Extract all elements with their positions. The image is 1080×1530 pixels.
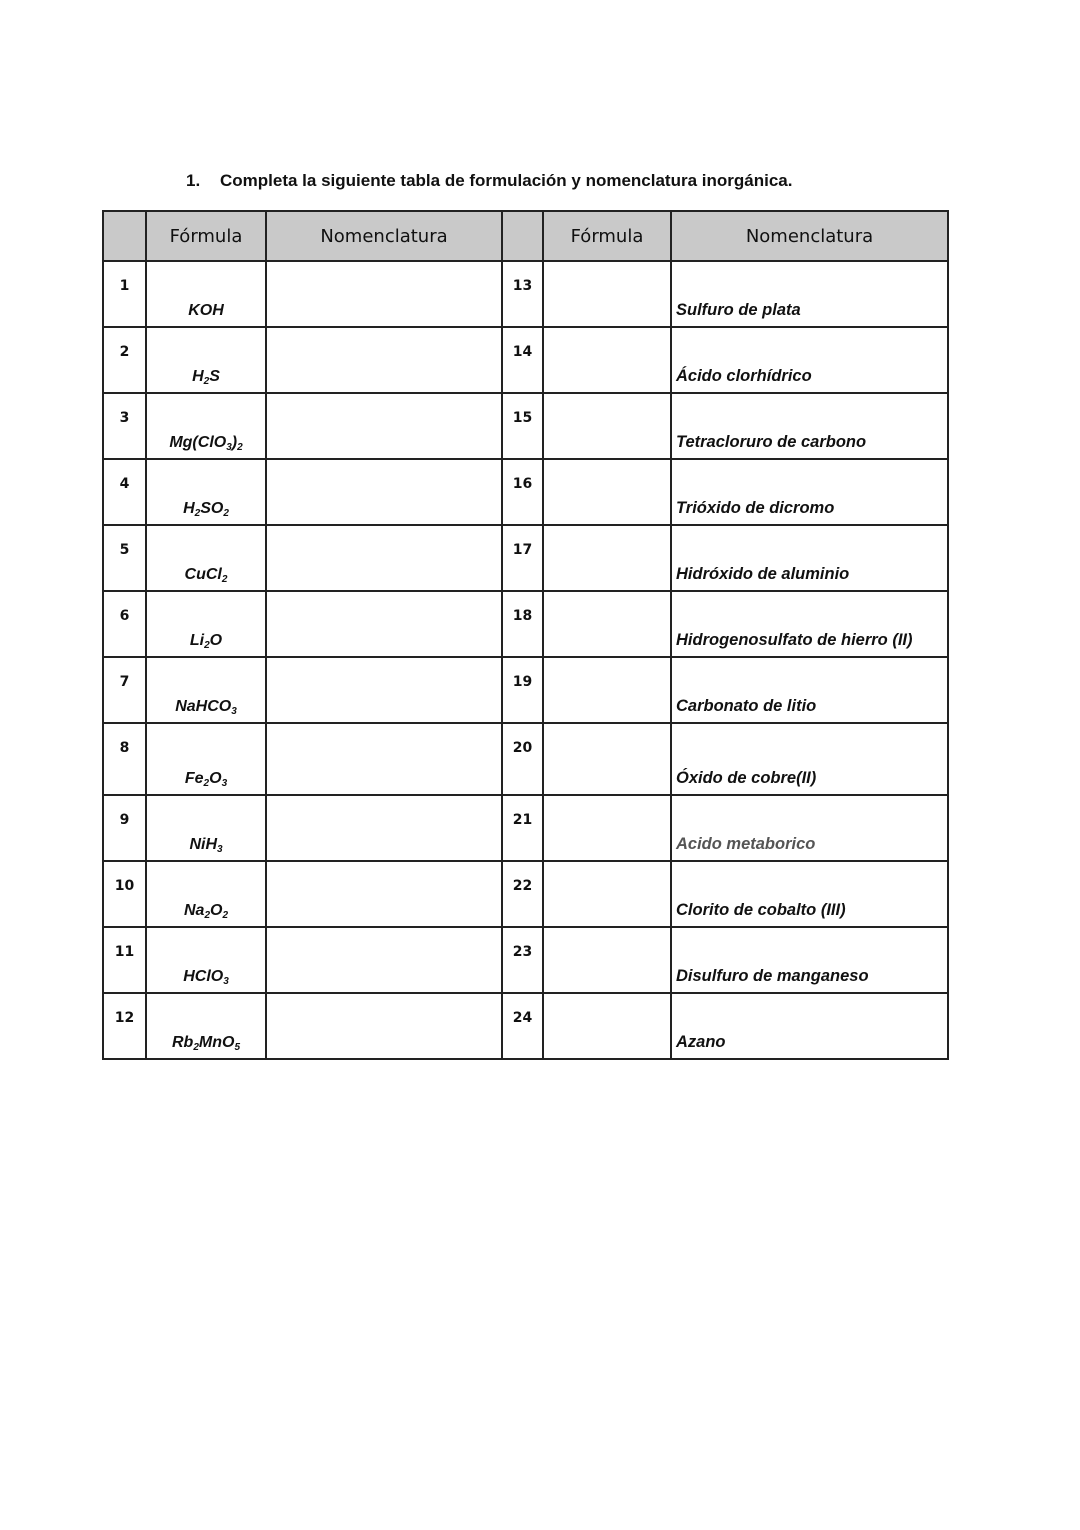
nomenclature-table [102,210,949,1060]
header-index-right [502,211,543,261]
formula-cell-left: $Rb_2MnO_5$ [146,993,266,1059]
answer-formula-field[interactable] [543,927,671,993]
answer-formula-field[interactable] [543,261,671,327]
row-number-right: 23 [502,927,543,993]
answer-name-field[interactable] [266,591,502,657]
table-body [103,261,948,1059]
row-number-right: 22 [502,861,543,927]
row-number-left: 5 [103,525,146,591]
row-number-right: 16 [502,459,543,525]
header-index-left [103,211,146,261]
answer-name-field[interactable] [266,795,502,861]
table-row [103,591,948,657]
header-name-left: Nomenclatura [266,211,502,261]
answer-formula-field[interactable] [543,525,671,591]
table-row [103,327,948,393]
compound-name-cell-right: Hidrogenosulfato de hierro (II) [671,591,948,657]
table-row [103,723,948,795]
formula-cell-left: NiH$_3$ [146,795,266,861]
answer-name-field[interactable] [266,393,502,459]
answer-formula-field[interactable] [543,723,671,795]
compound-name-cell-right: Carbonato de litio [671,657,948,723]
formula-cell-left: $Mg(ClO_3)_2$ [146,393,266,459]
row-number-left: 12 [103,993,146,1059]
answer-formula-field[interactable] [543,861,671,927]
answer-formula-field[interactable] [543,459,671,525]
answer-name-field[interactable] [266,327,502,393]
row-number-right: 18 [502,591,543,657]
row-number-right: 14 [502,327,543,393]
answer-formula-field[interactable] [543,795,671,861]
answer-name-field[interactable] [266,927,502,993]
header-name-right: Nomenclatura [671,211,948,261]
table-row [103,459,948,525]
instruction-text: Completa la siguiente tabla de formulación y nomenclatura inorgánica. [220,171,793,190]
header-formula-left: Fórmula [146,211,266,261]
row-number-left: 6 [103,591,146,657]
formula-cell-left: $Li_2O$ [146,591,266,657]
answer-formula-field[interactable] [543,657,671,723]
answer-name-field[interactable] [266,525,502,591]
table-row [103,795,948,861]
instruction-heading [186,171,792,191]
table-row [103,657,948,723]
row-number-right: 19 [502,657,543,723]
table-row [103,861,948,927]
answer-formula-field[interactable] [543,393,671,459]
answer-name-field[interactable] [266,657,502,723]
compound-name-cell-right: Ácido clorhídrico [671,327,948,393]
table-row [103,525,948,591]
header-formula-right: Fórmula [543,211,671,261]
formula-cell-left: $Na_2O_2$ [146,861,266,927]
row-number-right: 13 [502,261,543,327]
row-number-left: 2 [103,327,146,393]
compound-name-cell-right: Trióxido de dicromo [671,459,948,525]
answer-formula-field[interactable] [543,993,671,1059]
answer-name-field[interactable] [266,261,502,327]
compound-name-cell-right: Hidróxido de aluminio [671,525,948,591]
table-row [103,393,948,459]
compound-name-cell-right: Óxido de cobre(II) [671,723,948,795]
answer-name-field[interactable] [266,861,502,927]
compound-name-cell-right: Sulfuro de plata [671,261,948,327]
row-number-left: 8 [103,723,146,795]
row-number-right: 21 [502,795,543,861]
row-number-left: 11 [103,927,146,993]
formula-cell-left: KOH [146,261,266,327]
formula-cell-left: $H_2S$ [146,327,266,393]
table-row [103,993,948,1059]
answer-formula-field[interactable] [543,327,671,393]
instruction-number: 1. [186,171,201,190]
formula-cell-left: HClO$_3$ [146,927,266,993]
row-number-left: 1 [103,261,146,327]
row-number-right: 17 [502,525,543,591]
answer-name-field[interactable] [266,459,502,525]
answer-formula-field[interactable] [543,591,671,657]
table-row [103,261,948,327]
row-number-left: 3 [103,393,146,459]
row-number-right: 20 [502,723,543,795]
row-number-left: 4 [103,459,146,525]
row-number-right: 24 [502,993,543,1059]
formula-cell-left: $H_2SO_2$ [146,459,266,525]
row-number-left: 7 [103,657,146,723]
formula-cell-left: $Fe_2O_3$ [146,723,266,795]
row-number-left: 10 [103,861,146,927]
formula-cell-left: CuCl$_2$ [146,525,266,591]
answer-name-field[interactable] [266,993,502,1059]
compound-name-cell-right: Disulfuro de manganeso [671,927,948,993]
table-header-row [103,211,948,261]
answer-name-field[interactable] [266,723,502,795]
row-number-left: 9 [103,795,146,861]
formula-cell-left: NaHCO$_3$ [146,657,266,723]
compound-name-cell-right: Tetracloruro de carbono [671,393,948,459]
compound-name-cell-right: Acido metaborico [671,795,948,861]
compound-name-cell-right: Azano [671,993,948,1059]
row-number-right: 15 [502,393,543,459]
table-row [103,927,948,993]
compound-name-cell-right: Clorito de cobalto (III) [671,861,948,927]
